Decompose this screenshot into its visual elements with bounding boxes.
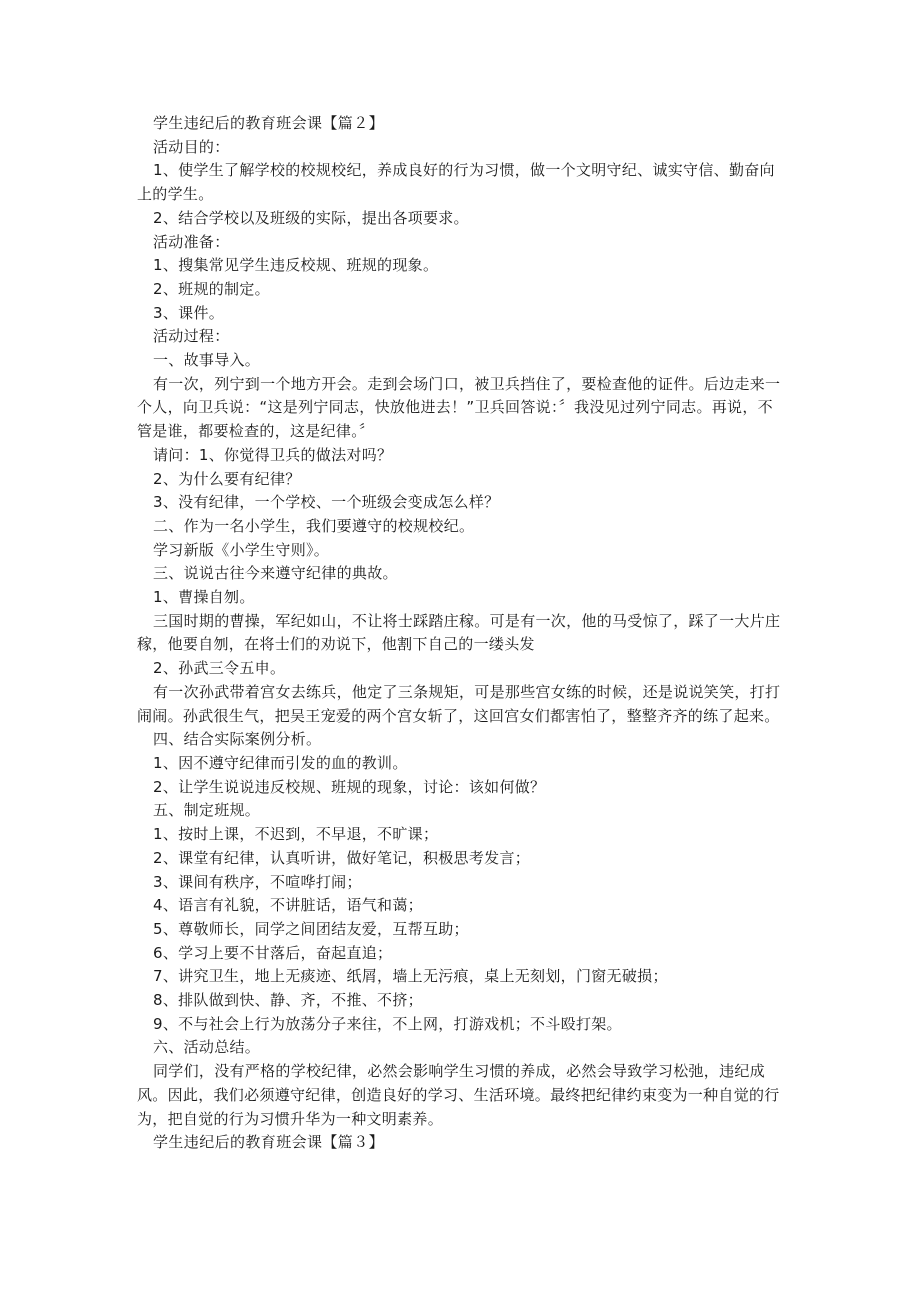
paragraph: 5、尊敬师长，同学之间团结友爱，互帮互助； [153, 919, 469, 938]
paragraph: 2、让学生说说违反校规、班规的现象，讨论：该如何做？ [153, 777, 546, 796]
paragraph: 有一次孙武带着宫女去练兵，他定了三条规矩，可是那些宫女练的时候，还是说说笑笑，打打闹闹。孙武很生气，把吴王宠爱的两个宫女斩了，这回宫女们都害怕了，整整齐齐的练了起来。 [137, 682, 781, 725]
paragraph: 1、搜集常见学生违反校规、班规的现象。 [153, 256, 439, 275]
paragraph: 1、因不遵守纪律而引发的血的教训。 [153, 753, 408, 772]
paragraph: 活动准备： [153, 232, 230, 251]
paragraph: 三国时期的曹操，军纪如山，不让将士踩踏庄稼。可是有一次，他的马受惊了，踩了一大片庄稼，他要自刎，在将士们的劝说下，他割下自己的一缕头发 [137, 611, 781, 654]
paragraph: 3、没有纪律，一个学校、一个班级会变成怎么样？ [153, 493, 500, 512]
paragraph: 一、故事导入。 [153, 351, 261, 370]
paragraph: 9、不与社会上行为放荡分子来往，不上网，打游戏机；不斗殴打架。 [153, 1014, 622, 1033]
paragraph: 1、按时上课，不迟到，不早退，不旷课； [153, 825, 439, 844]
paragraph: 2、班规的制定。 [153, 279, 270, 298]
paragraph: 6、学习上要不甘落后，奋起直追； [153, 943, 393, 962]
paragraph: 五、制定班规。 [153, 801, 261, 820]
document-body [137, 112, 787, 1155]
paragraph: 8、排队做到快、静、齐，不推、不挤； [153, 991, 423, 1010]
paragraph: 1、使学生了解学校的校规校纪，养成良好的行为习惯，做一个文明守纪、诚实守信、勤奋向上的学生。 [137, 161, 775, 204]
paragraph: 2、为什么要有纪律？ [153, 469, 301, 488]
paragraph: 7、讲究卫生，地上无痰迹、纸屑，墙上无污痕，桌上无刻划，门窗无破损； [153, 967, 668, 986]
paragraph: 三、说说古往今来遵守纪律的典故。 [153, 564, 398, 583]
paragraph: 请问：1、你觉得卫兵的做法对吗？ [153, 445, 393, 464]
paragraph: 活动过程： [153, 327, 230, 346]
paragraph: 4、语言有礼貌，不讲脏话，语气和蔼； [153, 896, 423, 915]
paragraph: 1、曹操自刎。 [153, 588, 255, 607]
paragraph: 3、课间有秩序，不喧哗打闹； [153, 872, 362, 891]
paragraph: 2、孙武三令五申。 [153, 659, 286, 678]
paragraph: 有一次，列宁到一个地方开会。走到会场门口，被卫兵挡住了，要检查他的证件。后边走来一个人，向卫兵说：“这是列宁同志，快放他进去！”卫兵回答说：〞我没见过列宁同志。再说，不管是谁，都要检查的，这是纪律。〞 [137, 374, 781, 441]
section-heading-2: 学生违纪后的教育班会课【篇２】 [153, 114, 385, 132]
paragraph: 六、活动总结。 [153, 1038, 261, 1057]
paragraph: 四、结合实际案例分析。 [153, 730, 322, 749]
section-heading-3: 学生违纪后的教育班会课【篇３】 [153, 1133, 385, 1152]
paragraph: 同学们，没有严格的学校纪律，必然会影响学生习惯的养成，必然会导致学习松弛，违纪成风。因此，我们必须遵守纪律，创造良好的学习、生活环境。最终把纪律约束变为一种自觉的行为，把自觉的行为习惯升华为一种文明素养。 [137, 1062, 780, 1128]
paragraph: 3、课件。 [153, 303, 225, 322]
paragraph: 2、课堂有纪律，认真听讲，做好笔记，积极思考发言； [153, 848, 531, 867]
paragraph: 2、结合学校以及班级的实际，提出各项要求。 [153, 208, 469, 227]
paragraph: 活动目的： [153, 137, 230, 156]
paragraph: 学习新版《小学生守则》。 [153, 540, 330, 559]
paragraph: 二、作为一名小学生，我们要遵守的校规校纪。 [153, 516, 475, 535]
